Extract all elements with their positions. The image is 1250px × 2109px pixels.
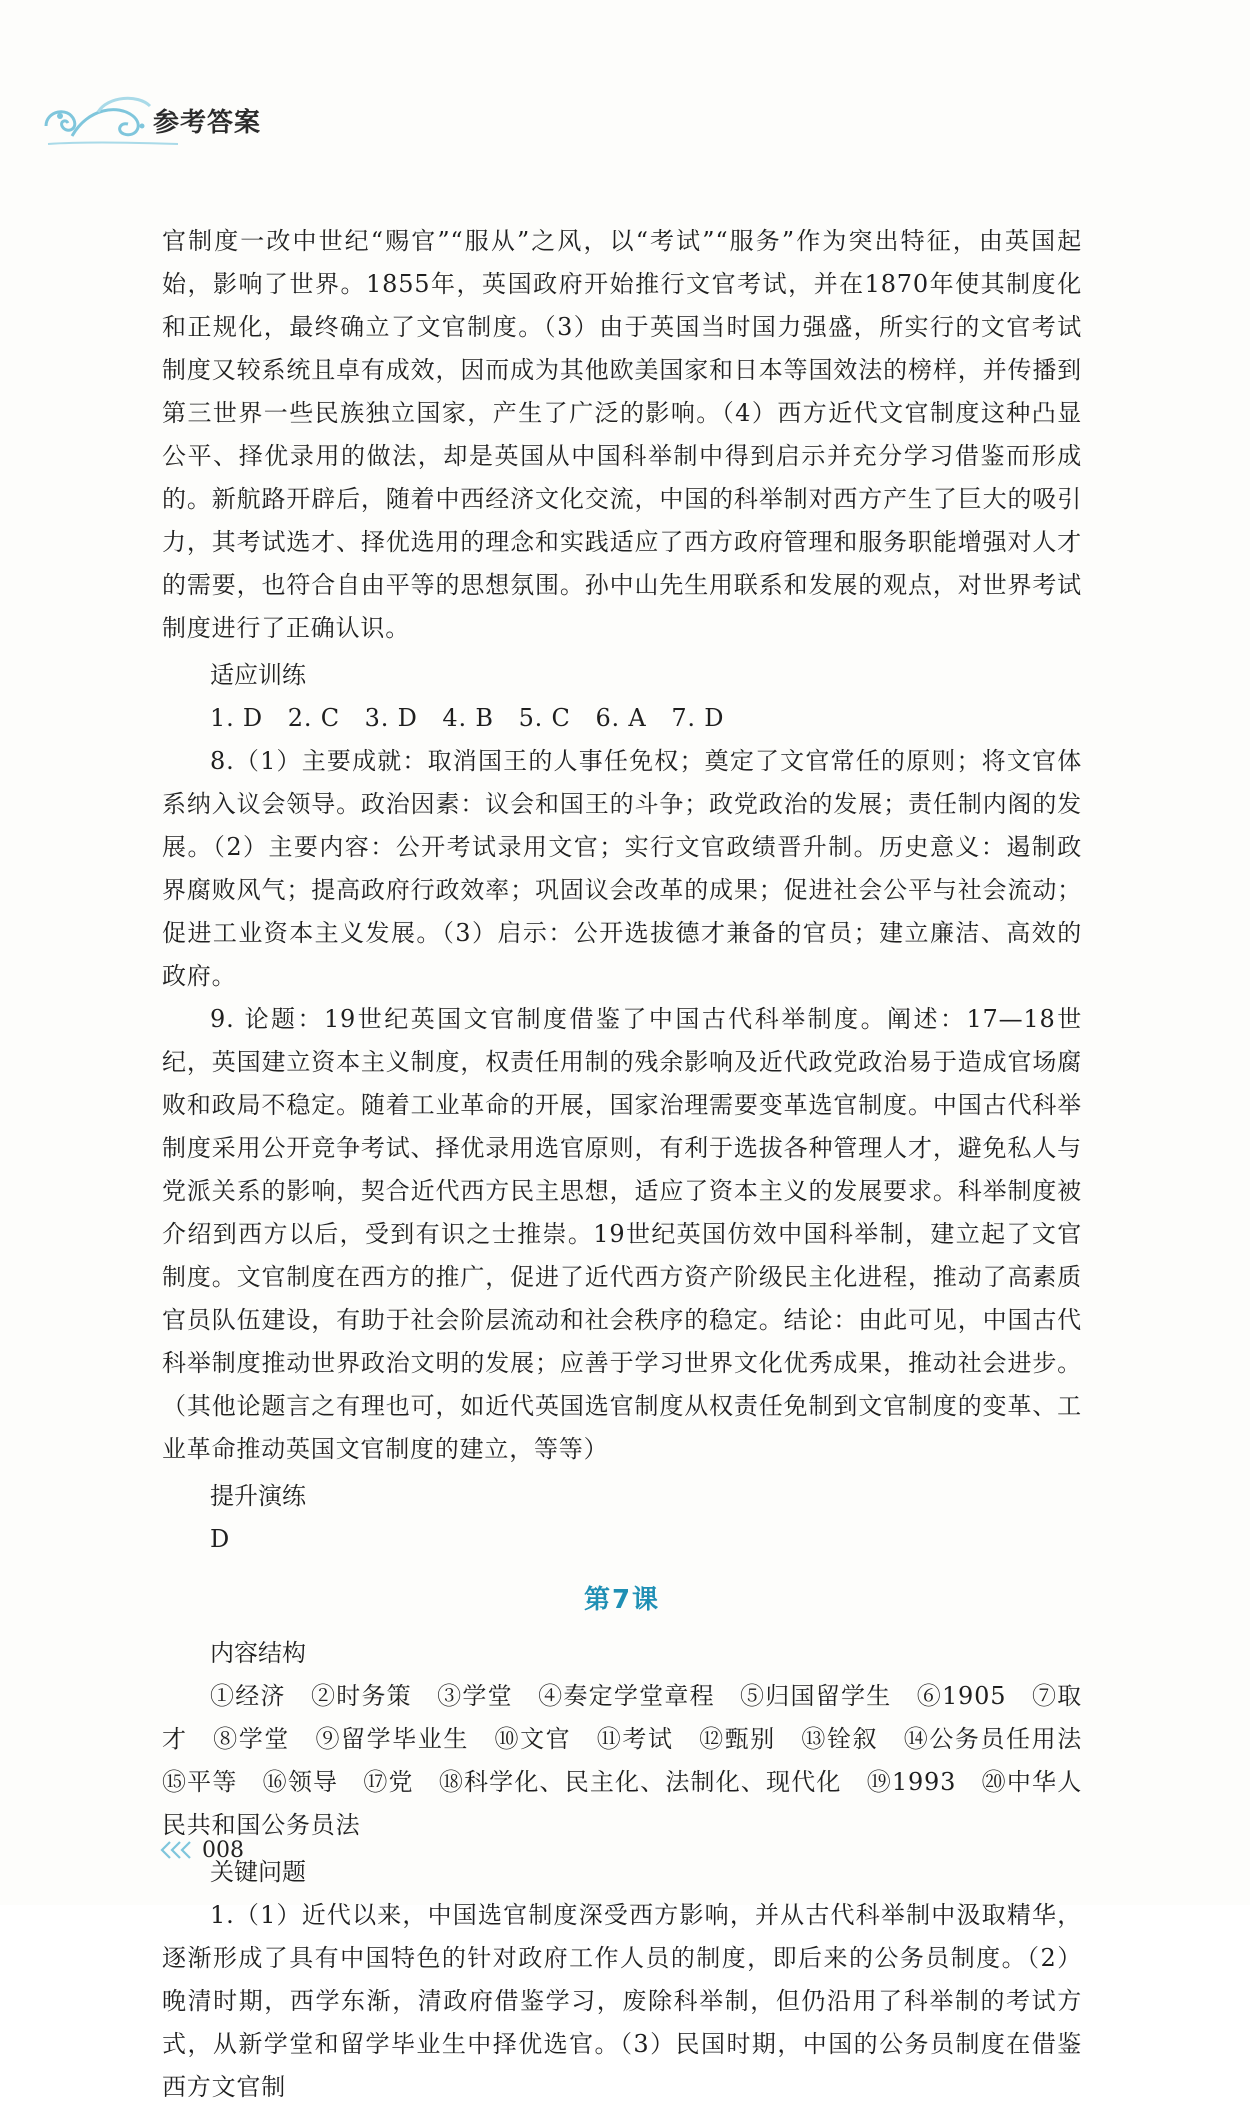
page-footer	[160, 1830, 244, 1870]
choice-answers: 1. D 2. C 3. D 4. B 5. C 6. A 7. D	[210, 704, 725, 732]
lesson-title: 第7课	[583, 1585, 661, 1615]
answer-question-8: 8.（1）主要成就：取消国王的人事任免权；奠定了文官常任的原则；将文官体系纳入议会领导。政治因素：议会和国王的斗争；政党政治的发展；责任制内阁的发展。（2）主要内容：公开考试录用文官；实行文官政绩晋升制。历史意义：遏制政界腐败风气；提高政府行政效率；巩固议会改革的成果；促进社会公平与社会流动；促进工业资本主义发展。（3）启示：公开选拔德才兼备的官员；建立廉洁、高效的政府。	[162, 747, 1082, 990]
page-header-title: 参考答案	[153, 108, 262, 138]
answer-paragraph-continued: 官制度一改中世纪“赐官”“服从”之风，以“考试”“服务”作为突出特征，由英国起始，影响了世界。1855年，英国政府开始推行文官考试，并在1870年使其制度化和正规化，最终确立了文官制度。（3）由于英国当时国力强盛，所实行的文官考试制度又较系统且卓有成效，因而成为其他欧美国家和日本等国效法的榜样，并传播到第三世界一些民族独立国家，产生了广泛的影响。（4）西方近代文官制度这种凸显公平、择优录用的做法，却是英国从中国科举制中得到启示并充分学习借鉴而形成的。新航路开辟后，随着中西经济文化交流，中国的科举制对西方产生了巨大的吸引力，其考试选才、择优选用的理念和实践适应了西方政府管理和服务职能增强对人才的需要，也符合自由平等的思想氛围。孙中山先生用联系和发展的观点，对世界考试制度进行了正确认识。	[162, 227, 1082, 642]
answer-question-9: 9. 论题：19世纪英国文官制度借鉴了中国古代科举制度。阐述：17—18世纪，英国建立资本主义制度，权责任用制的残余影响及近代政党政治易于造成官场腐败和政局不稳定。随着工业革命的开展，国家治理需要变革选官制度。中国古代科举制度采用公开竞争考试、择优录用选官原则，有利于选拔各种管理人才，避免私人与党派关系的影响，契合近代西方民主思想，适应了资本主义的发展要求。科举制度被介绍到西方以后，受到有识之士推崇。19世纪英国仿效中国科举制，建立起了文官制度。文官制度在西方的推广，促进了近代西方资产阶级民主化进程，推动了高素质官员队伍建设，有助于社会阶层流动和社会秩序的稳定。结论：由此可见，中国古代科举制度推动世界政治文明的发展；应善于学习世界文化优秀成果，推动社会进步。（其他论题言之有理也可，如近代英国选官制度从权责任免制到文官制度的变革、工业革命推动英国文官制度的建立，等等）	[162, 1005, 1082, 1463]
section-heading-advanced-practice: 提升演练	[210, 1482, 306, 1510]
triple-chevron-left-icon	[160, 1840, 198, 1860]
advanced-practice-answer: D	[210, 1525, 231, 1553]
structure-answers: ①经济 ②时务策 ③学堂 ④奏定学堂章程 ⑤归国留学生 ⑥1905 ⑦取才 ⑧学堂 ⑨留学毕业生 ⑩文官 ⑪考试 ⑫甄别 ⑬铨叙 ⑭公务员任用法 ⑮平等 ⑯领导 ⑰党 ⑱科学化、民主化、法制化、现代化 ⑲1993 ⑳中华人民共和国公务员法	[162, 1682, 1107, 1839]
section-heading-content-structure: 内容结构	[210, 1639, 306, 1667]
section-heading-adaptive-training: 适应训练	[210, 661, 306, 689]
key-question-answer-1: 1.（1）近代以来，中国选官制度深受西方影响，并从古代科举制中汲取精华，逐渐形成了具有中国特色的针对政府工作人员的制度，即后来的公务员制度。（2）晚清时期，西学东渐，清政府借鉴学习，废除科举制，但仍沿用了科举制的考试方式，从新学堂和留学毕业生中择优选官。（3）民国时期，中国的公务员制度在借鉴西方文官制	[162, 1901, 1082, 2101]
answer-content	[162, 220, 1107, 2109]
page-number: 008	[202, 1837, 244, 1863]
page-header	[38, 86, 298, 156]
section-heading-key-questions: 关键问题	[210, 1858, 306, 1886]
